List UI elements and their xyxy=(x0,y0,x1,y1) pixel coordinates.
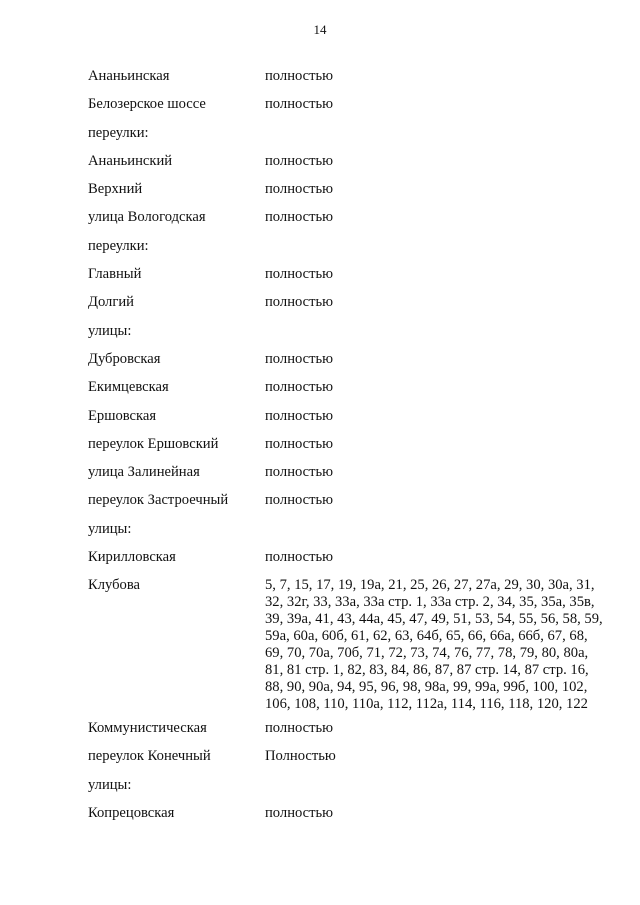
street-row xyxy=(88,379,608,396)
street-row xyxy=(88,209,608,226)
street-name: Екимцевская xyxy=(88,379,169,396)
coverage-value: полностью xyxy=(265,152,334,169)
house-numbers-line: 59а, 60а, 60б, 61, 62, 63, 64б, 65, 66, 66а, 66б, 67, 68, xyxy=(265,628,588,645)
street-list xyxy=(88,68,608,822)
street-row xyxy=(88,549,608,566)
coverage-value: полностью xyxy=(265,720,334,737)
street-row xyxy=(88,436,608,453)
street-name: переулок Застроечный xyxy=(88,492,229,509)
coverage-value: полностью xyxy=(265,464,334,481)
coverage-value: полностью xyxy=(265,209,334,226)
street-name: Главный xyxy=(88,266,142,283)
page-number: 14 xyxy=(313,22,327,37)
street-name: улицы: xyxy=(88,520,132,537)
coverage-value: полностью xyxy=(265,96,334,113)
coverage-value: полностью xyxy=(265,350,334,367)
street-name: улицы: xyxy=(88,322,132,339)
street-row xyxy=(88,777,608,794)
street-row xyxy=(88,464,608,481)
house-numbers-line: 69, 70, 70а, 70б, 71, 72, 73, 74, 76, 77, 78, 79, 80, 80а, xyxy=(265,645,589,662)
coverage-value: полностью xyxy=(265,379,334,396)
street-name: Белозерское шоссе xyxy=(88,96,206,113)
street-row xyxy=(88,521,608,538)
coverage-value: полностью xyxy=(265,435,334,452)
coverage-value: полностью xyxy=(265,492,334,509)
street-name: переулки: xyxy=(88,124,149,141)
street-name: Клубова xyxy=(88,577,141,594)
street-row xyxy=(88,153,608,170)
street-name: Ананьинская xyxy=(88,68,170,84)
street-row xyxy=(88,266,608,283)
street-name: Дубровская xyxy=(88,350,161,367)
street-name: улица Вологодская xyxy=(88,209,206,226)
street-name: Кирилловская xyxy=(88,549,176,566)
street-name: улицы: xyxy=(88,776,132,793)
street-row xyxy=(88,351,608,368)
street-row xyxy=(88,96,608,113)
street-name: переулок Конечный xyxy=(88,748,211,765)
street-name: Верхний xyxy=(88,181,143,198)
street-name: Копрецовская xyxy=(88,805,175,822)
street-row xyxy=(88,125,608,142)
coverage-value: полностью xyxy=(265,266,334,283)
coverage-value: Полностью xyxy=(265,748,336,765)
coverage-value: полностью xyxy=(265,181,334,198)
street-row xyxy=(88,492,608,509)
coverage-value: полностью xyxy=(265,294,334,311)
house-numbers-line: 5, 7, 15, 17, 19, 19а, 21, 25, 26, 27, 27а, 29, 30, 30а, 31, xyxy=(265,577,595,594)
street-name: Ершовская xyxy=(88,407,157,424)
street-name: переулок Ершовский xyxy=(88,435,219,452)
street-row xyxy=(88,805,608,822)
street-row xyxy=(88,323,608,340)
coverage-value: полностью xyxy=(265,549,334,566)
house-numbers-line: 39, 39а, 41, 43, 44а, 45, 47, 49, 51, 53, 54, 55, 56, 58, 59, xyxy=(265,611,603,628)
street-name: Коммунистическая xyxy=(88,720,207,737)
street-row xyxy=(88,238,608,255)
house-numbers-line: 81, 81 стр. 1, 82, 83, 84, 86, 87, 87 стр. 14, 87 стр. 16, xyxy=(265,662,589,679)
coverage-value: полностью xyxy=(265,68,334,84)
street-name: переулки: xyxy=(88,237,149,254)
house-numbers-line: 32, 32г, 33, 33а, 33а стр. 1, 33а стр. 2, 34, 35, 35а, 35в, xyxy=(265,594,595,611)
street-row xyxy=(88,577,608,713)
street-row xyxy=(88,408,608,425)
coverage-value xyxy=(265,577,608,713)
street-row xyxy=(88,720,608,737)
street-name: Ананьинский xyxy=(88,152,173,169)
house-numbers-line: 106, 108, 110, 110а, 112, 112а, 114, 116, 118, 120, 122 xyxy=(265,696,588,713)
coverage-value: полностью xyxy=(265,805,334,822)
street-name: Долгий xyxy=(88,294,134,311)
house-numbers-line: 88, 90, 90а, 94, 95, 96, 98, 98а, 99, 99а, 99б, 100, 102, xyxy=(265,679,588,696)
street-row xyxy=(88,748,608,765)
street-row xyxy=(88,294,608,311)
street-name: улица Залинейная xyxy=(88,464,200,481)
street-row xyxy=(88,68,608,85)
street-row xyxy=(88,181,608,198)
coverage-value: полностью xyxy=(265,407,334,424)
